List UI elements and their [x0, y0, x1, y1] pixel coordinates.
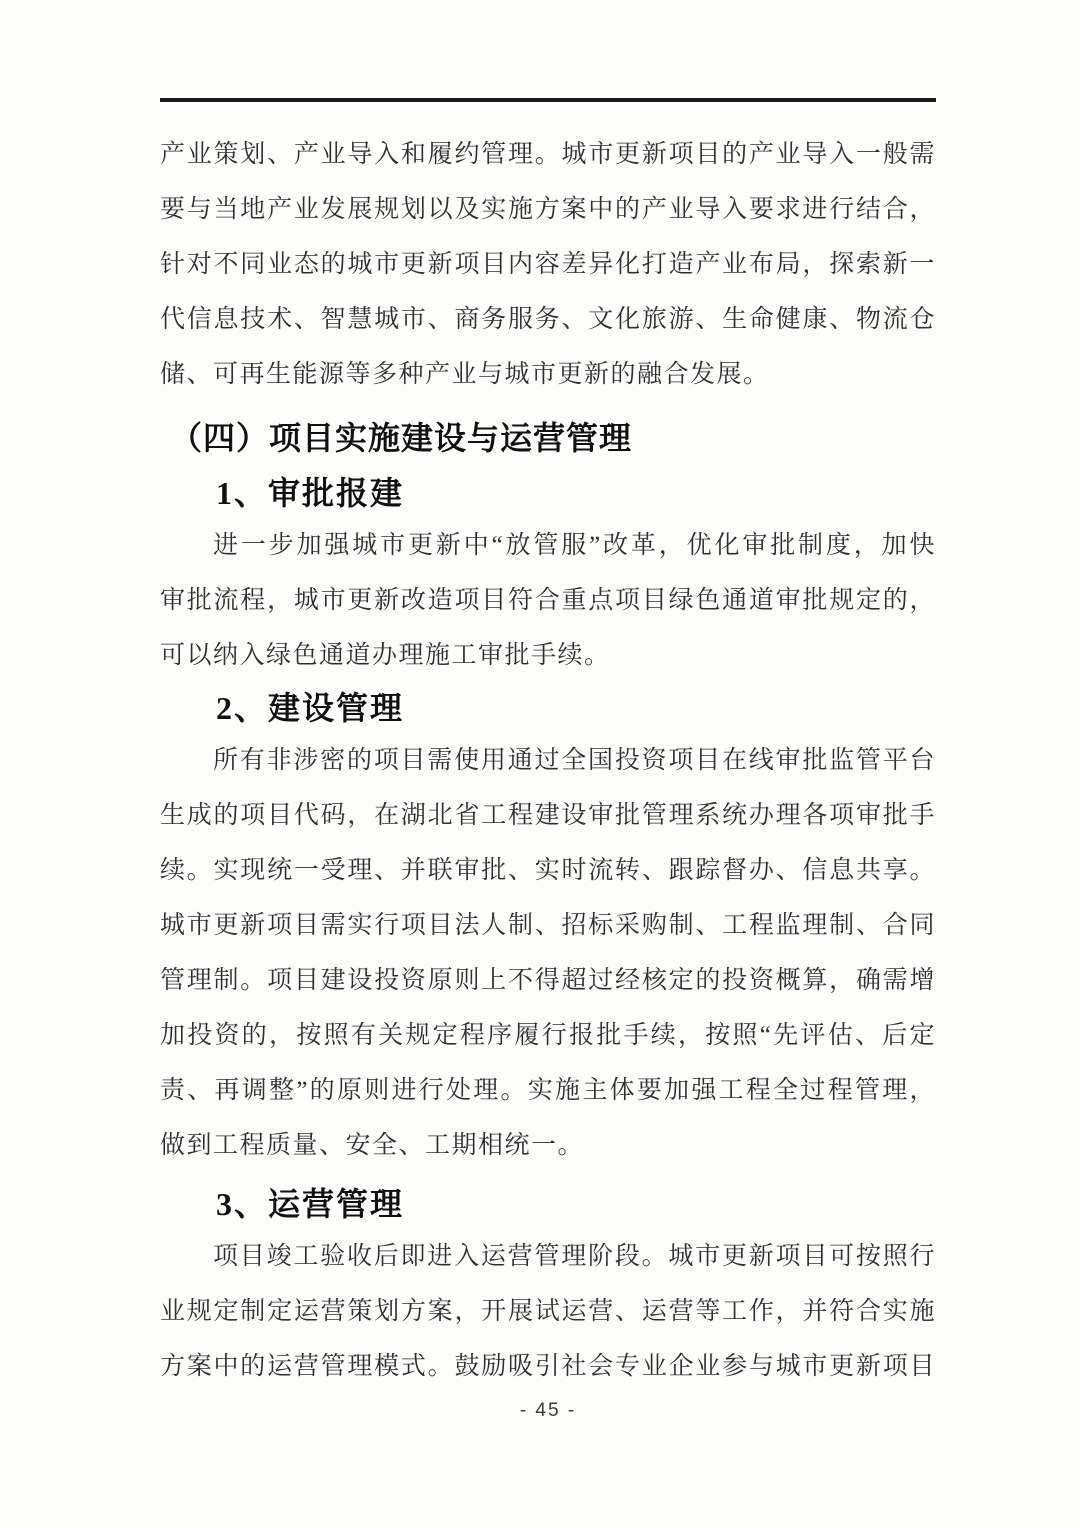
paragraph	[160, 733, 936, 1173]
body-line: 方案中的运营管理模式。鼓励吸引社会专业企业参与城市更新项目	[160, 1353, 936, 1380]
header-rule	[160, 98, 936, 102]
body-line: 审批流程，城市更新改造项目符合重点项目绿色通道审批规定的，	[160, 587, 936, 614]
body-line: 产业策划、产业导入和履约管理。城市更新项目的产业导入一般需	[160, 141, 936, 168]
body-line: 续。实现统一受理、并联审批、实时流转、跟踪督办、信息共享。	[160, 857, 936, 884]
body-line: 储、可再生能源等多种产业与城市更新的融合发展。	[160, 361, 770, 388]
subsection-heading: 2、建设管理	[216, 690, 405, 726]
body-line: 责、再调整”的原则进行处理。实施主体要加强工程全过程管理，	[160, 1077, 936, 1104]
body-line: 要与当地产业发展规划以及实施方案中的产业导入要求进行结合，	[160, 196, 936, 223]
body-line: 项目竣工验收后即进入运营管理阶段。城市更新项目可按照行	[213, 1243, 936, 1270]
paragraph	[160, 1229, 936, 1394]
body-line: 代信息技术、智慧城市、商务服务、文化旅游、生命健康、物流仓	[160, 306, 936, 333]
section-heading: （四）项目实施建设与运营管理	[170, 420, 633, 456]
body-line: 加投资的，按照有关规定程序履行报批手续，按照“先评估、后定	[160, 1022, 936, 1049]
page-number: - 45 -	[519, 1400, 577, 1421]
subsection-heading: 1、审批报建	[216, 475, 405, 511]
paragraph	[160, 518, 936, 683]
body-line: 进一步加强城市更新中“放管服”改革，优化审批制度，加快	[213, 532, 936, 559]
paragraph	[160, 127, 936, 402]
body-line: 所有非涉密的项目需使用通过全国投资项目在线审批监管平台	[213, 747, 936, 774]
body-line: 做到工程质量、安全、工期相统一。	[160, 1132, 585, 1159]
body-line: 生成的项目代码，在湖北省工程建设审批管理系统办理各项审批手	[160, 802, 936, 829]
body-line: 可以纳入绿色通道办理施工审批手续。	[160, 642, 611, 669]
subsection-heading: 3、运营管理	[216, 1186, 405, 1222]
body-line: 城市更新项目需实行项目法人制、招标采购制、工程监理制、合同	[160, 912, 936, 939]
body-line: 针对不同业态的城市更新项目内容差异化打造产业布局，探索新一	[160, 251, 936, 278]
body-line: 业规定制定运营策划方案，开展试运营、运营等工作，并符合实施	[160, 1298, 936, 1325]
body-line: 管理制。项目建设投资原则上不得超过经核定的投资概算，确需增	[160, 967, 936, 994]
document-content	[160, 127, 936, 1394]
